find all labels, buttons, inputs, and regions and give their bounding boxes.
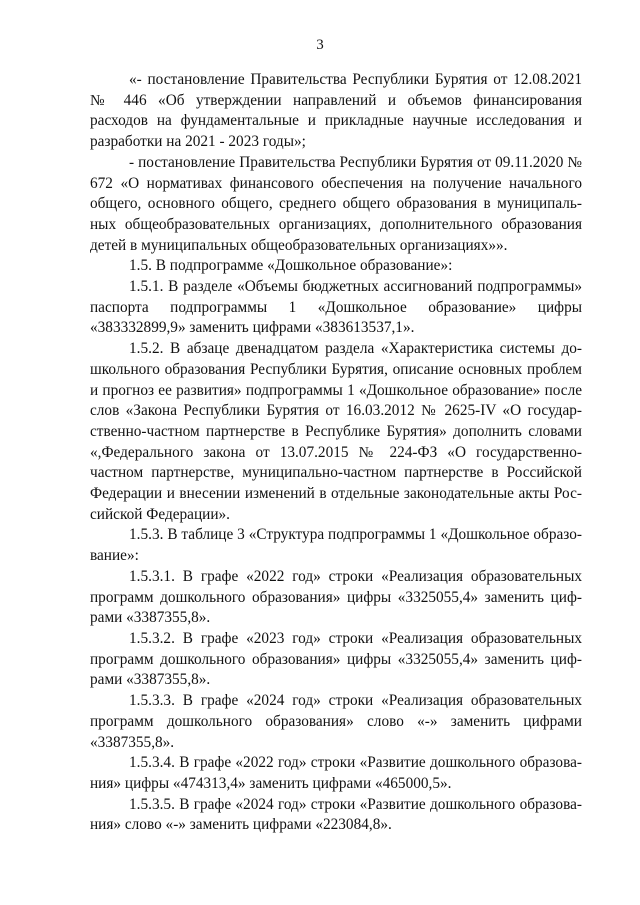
paragraph-1-5-3-1: 1.5.3.1. В графе «2022 год» строки «Реализация образовательных программ дошкольного образования» цифры «3325055,4» заменить цифрами «3387355,8». bbox=[90, 567, 582, 627]
paragraph-1-5-3: 1.5.3. В таблице 3 «Структура подпрограммы 1 «Дошкольное образование»: bbox=[90, 526, 582, 565]
paragraph-1-5-3-2: 1.5.3.2. В графе «2023 год» строки «Реализация образовательных программ дошкольного образования» цифры «3325055,4» заменить цифрами «3387355,8». bbox=[90, 629, 582, 689]
paragraph-1-5-3-5: 1.5.3.5. В графе «2024 год» строки «Развитие дошкольного образования» слово «-» заменить цифрами «223084,8». bbox=[90, 795, 582, 834]
paragraph-resolution-446: «- постановление Правительства Республики Бурятия от 12.08.2021 № 446 «Об утверждении направлений и объемов финансирования расходов на фундаментальные и прикладные научные исследования и разработки на 2021 - 2023 годы»; bbox=[90, 71, 582, 151]
paragraph-1-5-1: 1.5.1. В разделе «Объемы бюджетных ассигнований подпрограммы» паспорта подпрограммы 1 «Дошкольное образование» цифры «383332899,9» заменить цифрами «383613537,1». bbox=[90, 278, 582, 337]
paragraph-1-5-2: 1.5.2. В абзаце двенадцатом раздела «Характеристика системы дошкольного образования Республики Бурятия, описание основных проблем и прогноз ее развития» подпрограммы 1 «Дошкольное образование» после слов «Закона Республики Бурятия от 16.03.2012 № 2625-IV «О государственно-частном партнерстве в Республике Бурятия» дополнить словами «,Федерального закона от 13.07.2015 № 224-ФЗ «О государственно-частном партнерстве, муниципально-частном партнерстве в Российской Федерации и внесении изменений в отдельные законодательные акты Российской Федерации». bbox=[90, 340, 582, 523]
paragraph-1-5: 1.5. В подпрограмме «Дошкольное образование»: bbox=[129, 257, 453, 275]
document-body bbox=[90, 70, 582, 836]
paragraph-1-5-3-3: 1.5.3.3. В графе «2024 год» строки «Реализация образовательных программ дошкольного образования» слово «-» заменить цифрами «3387355,8». bbox=[90, 692, 582, 751]
paragraph-1-5-3-4: 1.5.3.4. В графе «2022 год» строки «Развитие дошкольного образования» цифры «474313,4» заменить цифрами «465000,5». bbox=[90, 754, 582, 792]
paragraph-resolution-672: - постановление Правительства Республики Бурятия от 09.11.2020 № 672 «О нормативах финансового обеспечения на получение начального общего, основного общего, среднего общего образования в муниципальных общеобразовательных организациях, дополнительного образования детей в муниципальных общеобразовательных организациях»». bbox=[90, 153, 582, 254]
page-number: 3 bbox=[316, 37, 324, 53]
